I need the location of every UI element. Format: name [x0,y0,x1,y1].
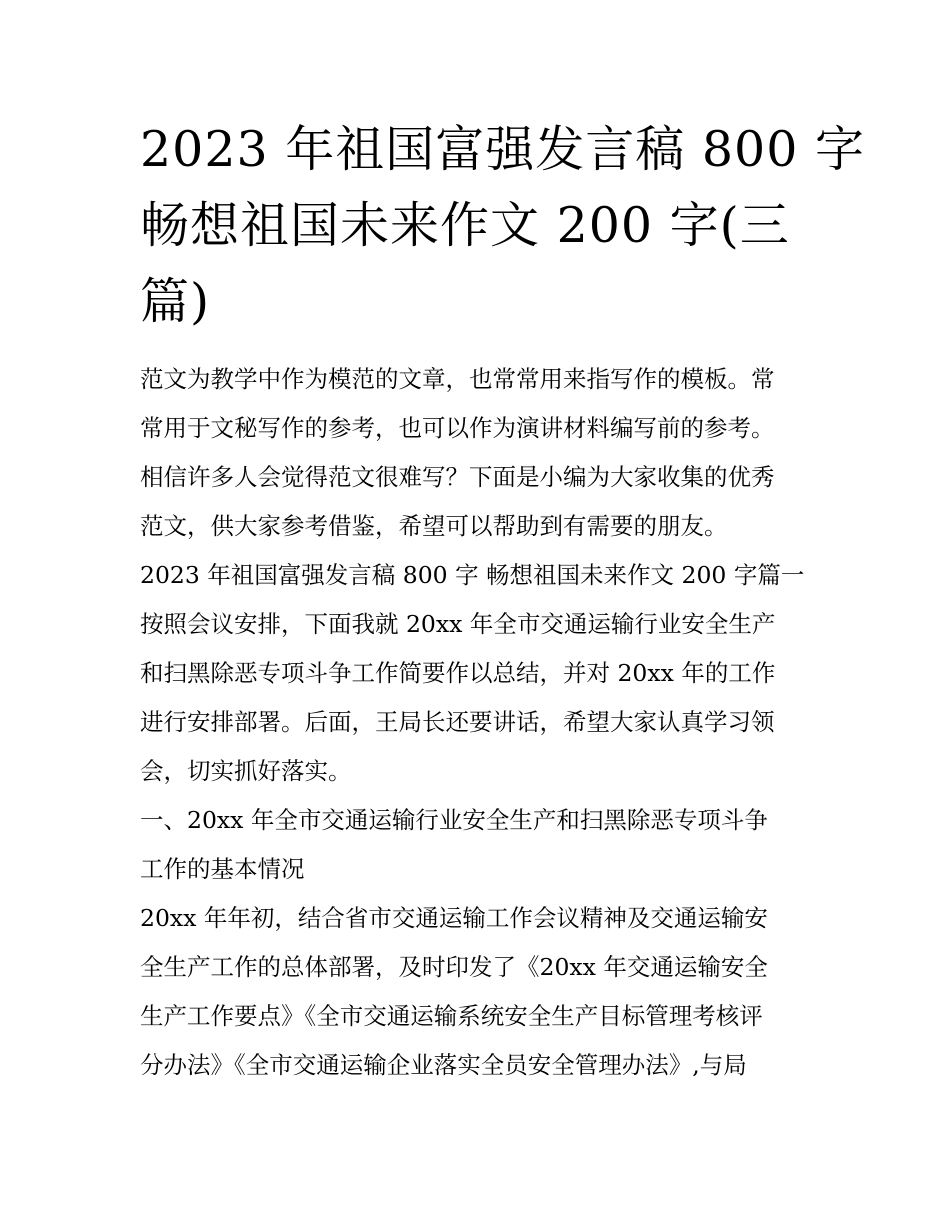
title-line-3: 篇) [140,273,211,330]
paragraph-2-line-4: 分办法》《全市交通运输企业落实全员安全管理办法》,与局 [140,1051,747,1079]
paragraph-2-line-2: 全生产工作的总体部署，及时印发了《20xx 年交通运输安全 [140,953,768,981]
paragraph-2-line-3: 生产工作要点》《全市交通运输系统安全生产目标管理考核评 [140,1002,763,1030]
title-line-2: 畅想祖国未来作文 200 字(三 [140,197,790,254]
intro-line-4: 范文，供大家参考借鉴，希望可以帮助到有需要的朋友。 [140,512,728,540]
intro-line-2: 常用于文秘写作的参考，也可以作为演讲材料编写前的参考。 [140,414,775,442]
heading-1-line-2: 工作的基本情况 [140,855,305,883]
intro-line-3: 相信许多人会觉得范文很难写？下面是小编为大家收集的优秀 [140,463,775,491]
paragraph-1-line-3: 进行安排部署。后面，王局长还要讲话，希望大家认真学习领 [140,708,775,736]
paragraph-1-line-2: 和扫黑除恶专项斗争工作简要作以总结，并对 20xx 年的工作 [140,659,776,687]
section-subtitle [140,551,820,600]
subtitle-line: 2023 年祖国富强发言稿 800 字 畅想祖国未来作文 200 字篇一 [140,561,805,589]
document-body [140,355,820,1090]
document-title [140,112,865,340]
paragraph-1-line-4: 会，切实抓好落实。 [140,757,352,785]
intro-line-1: 范文为教学中作为模范的文章，也常常用来指写作的模板。常 [140,365,775,393]
paragraph-1-line-1: 按照会议安排，下面我就 20xx 年全市交通运输行业安全生产 [140,610,776,638]
title-line-1: 2023 年祖国富强发言稿 800 字 [140,121,865,178]
heading-1 [140,796,820,894]
heading-1-line-1: 一、20xx 年全市交通运输行业安全生产和扫黑除恶专项斗争 [140,806,768,834]
paragraph-2 [140,894,820,1090]
intro-paragraph [140,355,820,551]
paragraph-2-line-1: 20xx 年年初，结合省市交通运输工作会议精神及交通运输安 [140,904,768,932]
paragraph-1 [140,600,820,796]
